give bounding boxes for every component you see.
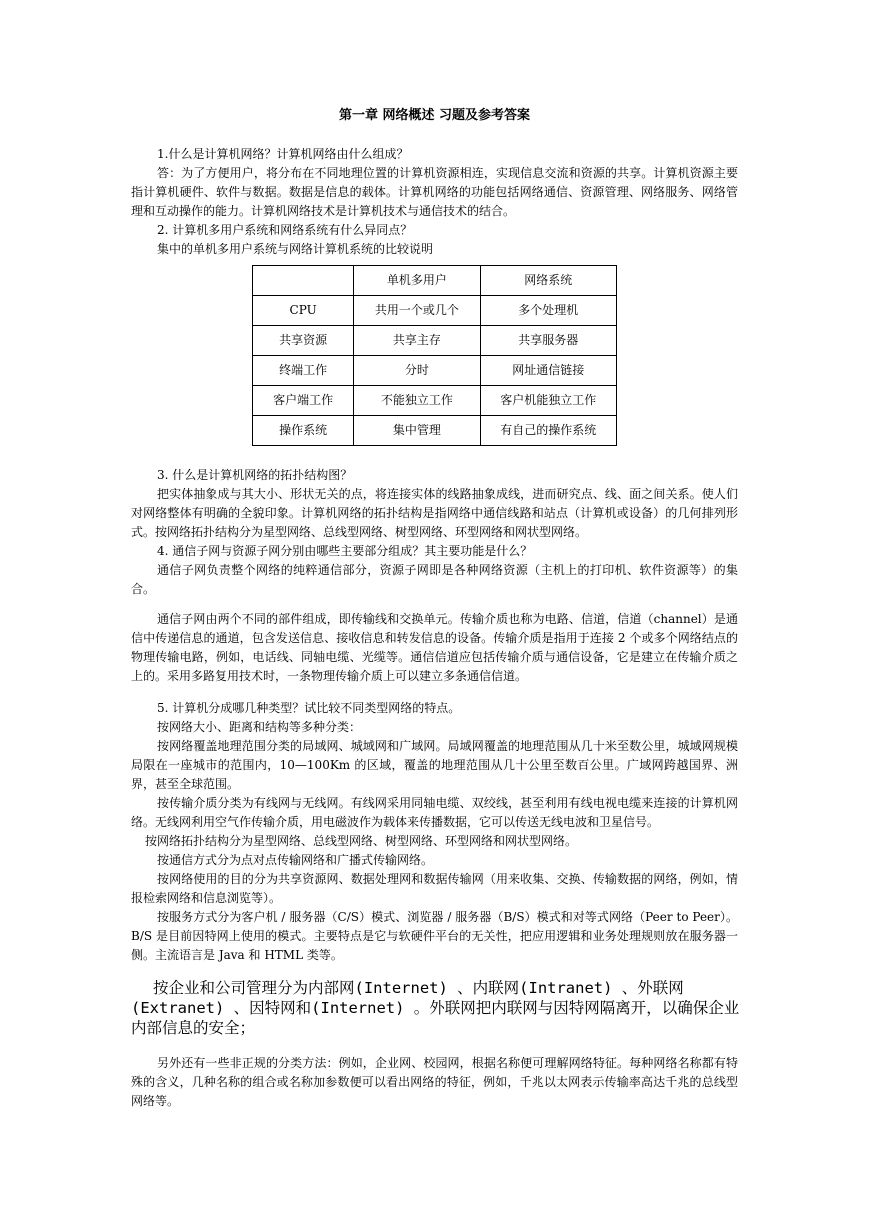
table-cell: 共享服务器 [480,326,616,356]
q5-para: 按网络大小、距离和结构等多种分类： [157,720,362,734]
table-cell: 客户端工作 [253,386,354,416]
table-cell: 不能独立工作 [354,386,480,416]
q5-para: 按网络使用的目的分为共享资源网、数据处理网和数据传输网（用来收集、交换、传输数据的网络，例如，情报检索网络和信息浏览等）。 [131,872,738,905]
table-header-row [253,266,617,296]
table-cell: 客户机能独立工作 [480,386,616,416]
q4-answer-1: 通信子网负责整个网络的纯粹通信部分，资源子网即是各种网络资源（主机上的打印机、软件资源等）的集合。 [131,563,738,596]
q5-para: 按网络拓扑结构分为星型网络、总线型网络、树型网络、环型网络和网状型网络。 [145,834,578,848]
q5-para: 按网络覆盖地理范围分类的局域网、城域网和广域网。局域网覆盖的地理范围从几十米至数公里，城域网规模局限在一座城市的范围内，10—100Km 的区域，覆盖的地理范围从几十公里至数百公里。广域网跨越国界、洲界，甚至全球范围。 [131,739,738,791]
q4-answer-2-block [131,610,738,686]
q2-question: 2. 计算机多用户系统和网络系统有什么异同点？ [157,223,413,237]
table-cell: 分时 [354,356,480,386]
q4-question: 4. 通信子网与资源子网分别由哪些主要部分组成？其主要功能是什么？ [157,544,533,558]
table-cell: 多个处理机 [480,296,616,326]
q5-para: 按通信方式分为点对点传输网络和广播式传输网络。 [157,853,434,867]
table-row [253,356,617,386]
table-row [253,416,617,446]
last-paragraph: 另外还有一些非正规的分类方法：例如，企业网、校园网，根据名称便可理解网络特征。每种网络名称都有特殊的含义，几种名称的组合或名称加参数便可以看出网络的特征，例如，千兆以太网表示传输率高达千兆的总线型网络等。 [131,1056,738,1108]
table-header-cell: 网络系统 [480,266,616,296]
table-cell: 操作系统 [253,416,354,446]
table-header-cell: 单机多用户 [354,266,480,296]
comparison-table [252,265,617,446]
q3-answer: 把实体抽象成与其大小、形状无关的点，将连接实体的线路抽象成线，进而研究点、线、面之间关系。使人们对网络整体有明确的全貌印象。计算机网络的拓扑结构是指网络中通信线路和站点（计算机或设备）的几何排列形式。按网络拓扑结构分为星型网络、总线型网络、树型网络、环型网络和网状型网络。 [131,487,738,539]
table-cell: 共享资源 [253,326,354,356]
q3-q4-block [131,466,738,599]
q5-para: 按服务方式分为客户机 / 服务器（C/S）模式、浏览器 / 服务器（B/S）模式和对等式网络（Peer to Peer）。B/S 是目前因特网上使用的模式。主要特点是它与软硬件平台的无关性，把应用逻辑和业务处理规则放在服务器一侧。主流语言是 Java 和 HTML 类等。 [131,910,738,962]
table-cell: CPU [253,296,354,326]
last-block [131,1054,738,1111]
table-cell: 终端工作 [253,356,354,386]
q4-answer-2: 通信子网由两个不同的部件组成，即传输线和交换单元。传输介质也称为电路、信道，信道（channel）是通信中传递信息的通道，包含发送信息、接收信息和转发信息的设备。传输介质是指用于连接 2 个或多个网络结点的物理传输电路，例如，电话线、同轴电缆、光缆等。通信信道应包括传输介质与通信设备，它是建立在传输介质之上的。采用多路复用技术时，一条物理传输介质上可以建立多条通信信道。 [131,612,738,683]
table-row [253,326,617,356]
q3-question: 3. 什么是计算机网络的拓扑结构图？ [157,468,353,482]
q1-block [131,145,738,259]
large-paragraph: 按企业和公司管理分为内部网(Internet) 、内联网(Intranet) 、外联网(Extranet) 、因特网和(Internet) 。外联网把内联网与因特网隔离开，以确保企业内部信息的安全； [131,979,740,1037]
table-cell: 共享主存 [354,326,480,356]
chapter-title: 第一章 网络概述 习题及参考答案 [338,108,531,123]
table-row [253,386,617,416]
table-row [253,296,617,326]
table-cell: 网址通信链接 [480,356,616,386]
table-cell: 共用一个或几个 [354,296,480,326]
q5-block [131,699,738,965]
q5-question: 5. 计算机分成哪几种类型？试比较不同类型网络的特点。 [157,701,461,715]
table-cell: 有自己的操作系统 [480,416,616,446]
table-cell: 集中管理 [354,416,480,446]
q1-answer: 答：为了方便用户，将分布在不同地理位置的计算机资源相连，实现信息交流和资源的共享。计算机资源主要指计算机硬件、软件与数据。数据是信息的载体。计算机网络的功能包括网络通信、资源管理、网络服务、网络管理和互动操作的能力。计算机网络技术是计算机技术与通信技术的结合。 [131,166,738,218]
q5-para: 按传输介质分类为有线网与无线网。有线网采用同轴电缆、双绞线，甚至利用有线电视电缆来连接的计算机网络。无线网利用空气作传输介质，用电磁波作为载体来传播数据，它可以传送无线电波和卫星信号。 [131,796,738,829]
table-header-cell [253,266,354,296]
q2-intro: 集中的单机多用户系统与网络计算机系统的比较说明 [157,242,434,256]
q1-question: 1.什么是计算机网络？计算机网络由什么组成？ [157,147,409,161]
